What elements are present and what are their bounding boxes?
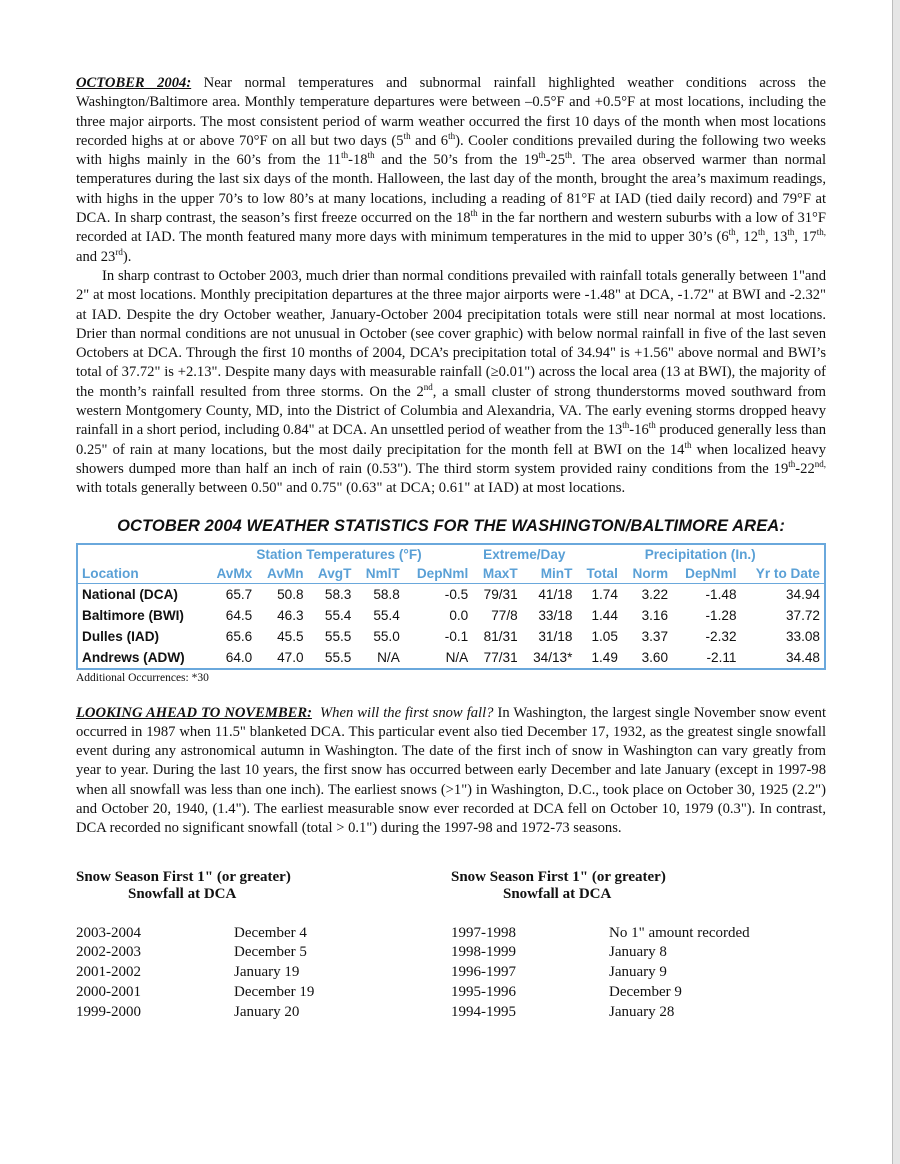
list-item: 2003-2004 December 4	[76, 924, 307, 941]
list-item: 1995-1996 December 9	[451, 984, 682, 1000]
col-avgt: AvgT	[308, 564, 356, 584]
group-extreme-day: Extreme/Day	[483, 546, 566, 562]
october-heading: OCTOBER 2004:	[76, 75, 192, 91]
snow-list-title: Snow Season First 1" (or greater)	[451, 868, 666, 885]
list-item: 2002-2003 December 5	[76, 944, 307, 961]
list-item: 1998-1999 January 8	[451, 944, 667, 961]
col-mint: MinT	[522, 564, 577, 584]
snow-list-subtitle: Snowfall at DCA	[503, 885, 612, 902]
list-item: 1994-1995 January 28	[451, 1003, 675, 1020]
group-header-row	[77, 544, 825, 564]
col-nmlt: NmlT	[355, 564, 403, 584]
table-footnote: Additional Occurrences: *30	[76, 671, 209, 684]
snow-list-right	[451, 869, 826, 1023]
document-page	[76, 74, 826, 1023]
col-maxt: MaxT	[472, 564, 521, 584]
col-norm: Norm	[622, 564, 672, 584]
group-precipitation: Precipitation (In.)	[644, 546, 756, 562]
table-row: Dulles (IAD) 65.6 45.5 55.5 55.0 -0.1 81/31 31/18 1.05 3.37 -2.32 33.08	[82, 628, 820, 644]
november-heading: LOOKING AHEAD TO NOVEMBER:	[76, 704, 312, 721]
page-edge	[892, 0, 900, 1164]
list-item: 1999-2000 January 20	[76, 1003, 300, 1020]
table-row: National (DCA) 65.7 50.8 58.3 58.8 -0.5 79/31 41/18 1.74 3.22 -1.48 34.94	[82, 586, 820, 602]
october-paragraph-2: In sharp contrast to October 2003, much drier than normal conditions prevailed with rainfall totals generally between 1"and 2" at most locations. Monthly precipitation departures at the three major airports were -1.48" at DCA, -1.72" at BWI and -2.32" at IAD. Despite the dry October weather, January-October 2004 precipitation totals were still near normal at most locations. Drier than normal conditions are not unusual in October (see cover graphic) with below normal rainfall in five of the last seven Octobers at DCA. Through the first 10 months of 2004, DCA’s precipitation total of 34.94" is +1.56" above normal and BWI’s total of 37.72" is +2.13". Despite many days with measurable rainfall (≥0.01") across the local area (13 at BWI), the majority of the month’s rainfall resulted from three storms. On the 2nd, a small cluster of strong thunderstorms moved southward from western Montgomery County, MD, into the District of Columbia and Alexandria, VA. The early evening storms dropped heavy rainfall in a short period, including 0.84" at DCA. An unsettled period of weather from the 13th-16th produced generally less than 0.25" of rain at many locations, but the most daily precipitation for the month fell at BWI on the 14th when localized heavy showers dumped more than half an inch of rain (0.53"). The third storm system provided rainy conditions from the $19th-22^{nd,}$ with totals generally between 0.50" and 0.75" (0.63" at DCA; 0.61" at IAD) at most locations.	[76, 267, 826, 497]
col-avmx: AvMx	[206, 564, 256, 584]
col-depnml-precip: DepNml	[672, 564, 740, 584]
col-total: Total	[576, 564, 622, 584]
col-yr-to-date: Yr to Date	[741, 564, 826, 584]
november-paragraph: LOOKING AHEAD TO NOVEMBER: When will the first snow fall? In Washington, the largest single November snow event occurred in 1987 when 11.5" blanketed DCA. This particular event also tied December 17, 1932, as the greatest single snowfall event during any astronomical autumn in Washington. The date of the first inch of snow in Washington can vary greatly from year to year. During the last 10 years, the first snow has occurred between early December and late January (except in 1997-98 when all snowfall was less than one inch). The earliest snows (>1") in Washington, D.C., took place on October 30, 1925 (2.2") and October 20, 1940, (1.4"). The earliest measurable snow ever recorded at DCA fell on October 10, 1979 (0.3"). In contrast, DCA recorded no significant snowfall (total > 0.1") during the 1997-98 and 1972-73 seasons.	[76, 704, 826, 837]
snow-season-lists	[76, 869, 826, 1023]
weather-stats-table	[76, 543, 826, 670]
col-location: Location	[77, 564, 206, 584]
snow-list-left	[76, 869, 451, 1023]
table-row: Baltimore (BWI) 64.5 46.3 55.4 55.4 0.0 77/8 33/18 1.44 3.16 -1.28 37.72	[82, 607, 820, 623]
list-item: 1996-1997 January 9	[451, 964, 667, 981]
october-paragraph-1: OCTOBER 2004: Near normal temperatures and subnormal rainfall highlighted weather conditions across the Washington/Baltimore area. Monthly temperature departures were between –0.5°F and +0.5°F at most locations, including the three major airports. The most consistent period of warm weather occurred the first 10 days of the month when most locations recorded highs at or above 70°F on all but two days (5th and 6th). Cooler conditions prevailed during the following two weeks with highs mainly in the 60’s from the 11th-18th and the 50’s from the 19th-25th. The area observed warmer than normal temperatures during the last six days of the month. Halloween, the last day of the month, brought the area’s maximum readings, with highs in the upper 70’s to low 80’s at many locations, including a reading of 81°F at IAD (tied daily record) and 79°F at DCA. In sharp contrast, the season’s first freeze occurred on the 18th in the far northern and western suburbs with a low of 31°F recorded at IAD. The month featured many more days with minimum temperatures in the mid to upper 30’s (6th, 12th, 13th, $17^{th,}$ and 23rd).	[76, 75, 826, 265]
snow-list-subtitle: Snowfall at DCA	[128, 885, 237, 902]
snow-list-title: Snow Season First 1" (or greater)	[76, 868, 291, 885]
list-item: 2000-2001 December 19	[76, 984, 315, 1000]
col-avmn: AvMn	[256, 564, 307, 584]
november-question: When will the first snow fall?	[320, 704, 494, 721]
list-item: 2001-2002 January 19	[76, 964, 300, 981]
table-row: Andrews (ADW) 64.0 47.0 55.5 N/A N/A 77/31 34/13* 1.49 3.60 -2.11 34.48	[82, 649, 820, 665]
stats-table-title: OCTOBER 2004 WEATHER STATISTICS FOR THE WASHINGTON/BALTIMORE AREA:	[117, 516, 785, 535]
group-station-temperatures: Station Temperatures (°F)	[256, 546, 422, 562]
col-depnml-temp: DepNml	[404, 564, 472, 584]
list-item: 1997-1998 No 1" amount recorded	[451, 924, 750, 941]
column-header-row	[77, 564, 825, 584]
